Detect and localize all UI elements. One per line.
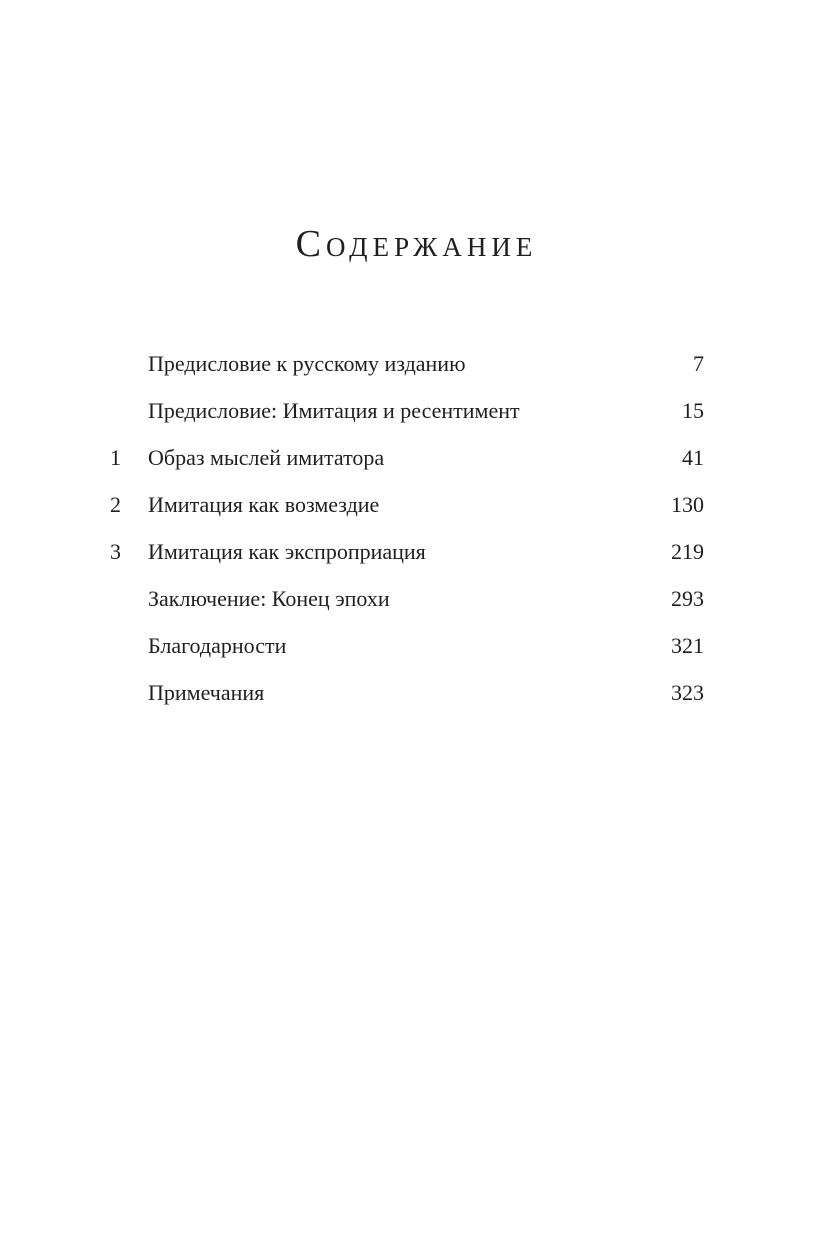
page-number: 15 — [682, 398, 704, 423]
entry-title: Имитация как возмездие — [148, 492, 380, 517]
chapter-number: 2 — [110, 492, 121, 517]
toc-entry[interactable] — [110, 669, 706, 716]
toc-entry[interactable] — [110, 340, 706, 387]
entry-title: Предисловие к русскому изданию — [148, 351, 466, 376]
entry-title: Предисловие: Имитация и ресентимент — [148, 398, 520, 423]
entry-title: Заключение: Конец эпохи — [148, 586, 390, 611]
toc-entry[interactable] — [110, 528, 706, 575]
toc-entry[interactable] — [110, 387, 706, 434]
page-number: 293 — [671, 586, 704, 611]
toc-entry[interactable] — [110, 481, 706, 528]
page-number: 323 — [671, 680, 704, 705]
table-of-contents — [110, 340, 706, 716]
entry-title: Примечания — [148, 680, 265, 705]
page-number: 130 — [671, 492, 704, 517]
entry-title: Благодарности — [148, 633, 287, 658]
chapter-number: 1 — [110, 445, 121, 470]
page-number: 219 — [671, 539, 704, 564]
entry-title: Имитация как экспроприация — [148, 539, 426, 564]
page-number: 321 — [671, 633, 704, 658]
toc-entry[interactable] — [110, 575, 706, 622]
page-number: 41 — [682, 445, 704, 470]
page-title: Содержание — [295, 223, 538, 265]
entry-title: Образ мыслей имитатора — [148, 445, 385, 470]
toc-entry[interactable] — [110, 434, 706, 481]
chapter-number: 3 — [110, 539, 121, 564]
page-number: 7 — [693, 351, 704, 376]
toc-entry[interactable] — [110, 622, 706, 669]
